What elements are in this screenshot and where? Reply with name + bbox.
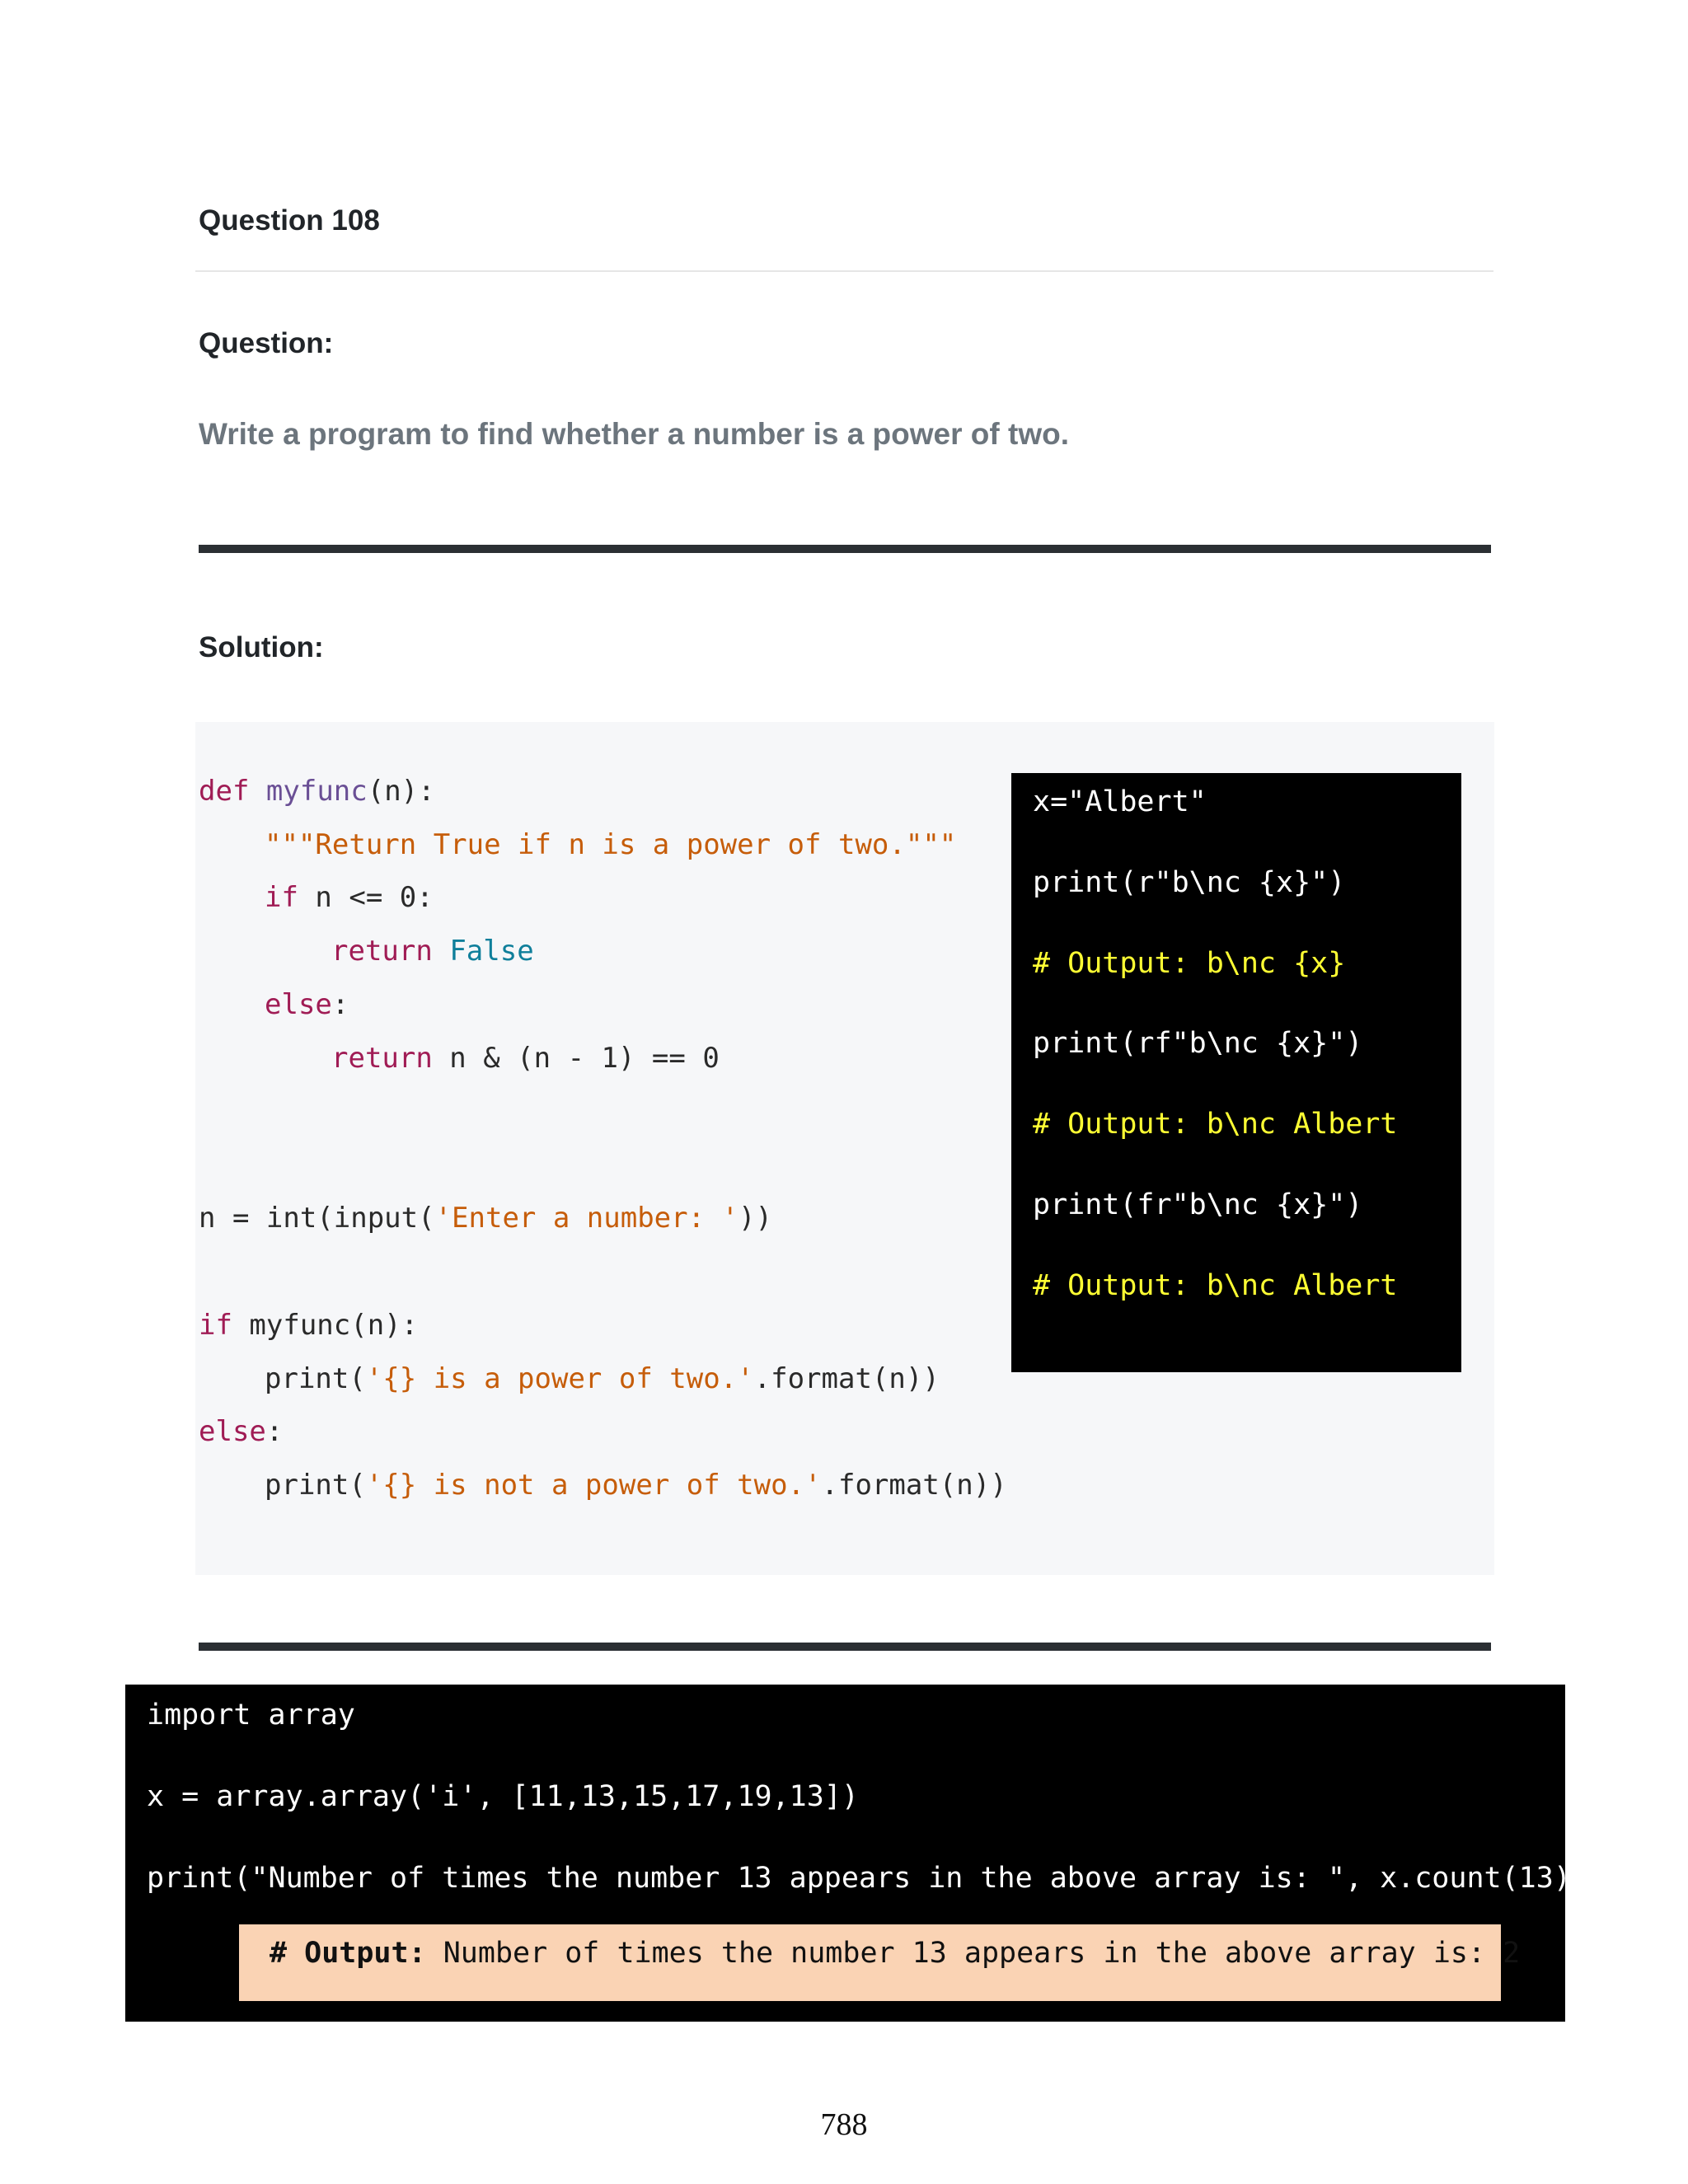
code-line-10: [199, 1415, 283, 1448]
code-token: else: [199, 1415, 266, 1448]
code-token: if: [265, 881, 298, 914]
question-text: Write a program to find whether a number is a power of two.: [199, 417, 1069, 451]
output-text: Number of times the number 13 appears in the above array is: 2: [425, 1937, 1521, 1970]
code-token: False: [449, 935, 534, 968]
code-token: )): [738, 1202, 772, 1235]
code-token: n <= 0:: [298, 881, 434, 914]
snippet-comment: # Output: b\nc {x}: [1033, 947, 1346, 980]
snippet-comment: # Output: b\nc Albert: [1033, 1108, 1398, 1141]
snippet-line: print(r"b\nc {x}"): [1033, 866, 1346, 899]
code-line-6: [331, 1042, 720, 1075]
code-line-9: [265, 1362, 940, 1395]
page-title: Question 108: [199, 204, 380, 237]
output-line: [270, 1937, 1520, 1970]
snippet-line: print("Number of times the number 13 appears in the above array is: ", x.count(13)): [147, 1862, 1588, 1895]
code-token: :: [331, 988, 349, 1021]
snippet-line: print(rf"b\nc {x}"): [1033, 1027, 1363, 1060]
question-label: Question:: [199, 327, 334, 359]
code-token: .format(n)): [753, 1362, 940, 1395]
output-label: # Output:: [270, 1937, 426, 1970]
code-token: '{} is not a power of two.': [365, 1469, 822, 1502]
code-token: .format(n)): [821, 1469, 1007, 1502]
code-token: return: [331, 1042, 433, 1075]
snippet-line: x = array.array('i', [11,13,15,17,19,13]): [147, 1780, 859, 1813]
section-divider-top: [199, 545, 1491, 553]
code-line-8: [199, 1309, 418, 1342]
page-number: 788: [820, 2107, 868, 2142]
code-token: else: [265, 988, 332, 1021]
snippet-comment: # Output: b\nc Albert: [1033, 1269, 1398, 1302]
code-line-4: [331, 935, 534, 968]
code-line-5: [265, 988, 349, 1021]
section-divider-bottom: [199, 1643, 1491, 1651]
code-token: n = int(input(: [199, 1202, 435, 1235]
code-token: print(: [265, 1469, 366, 1502]
code-token: '{} is a power of two.': [365, 1362, 754, 1395]
code-line-1: [199, 775, 435, 808]
code-token: n & (n - 1) == 0: [432, 1042, 720, 1075]
code-token: return: [331, 935, 433, 968]
solution-label: Solution:: [199, 631, 324, 663]
code-token: def: [199, 775, 250, 808]
snippet-line: x="Albert": [1033, 785, 1207, 818]
snippet-line: print(fr"b\nc {x}"): [1033, 1188, 1363, 1221]
title-divider: [195, 270, 1493, 272]
code-line-11: [265, 1469, 1007, 1502]
code-token: myfunc: [265, 775, 368, 808]
snippet-import: import array: [147, 1699, 355, 1732]
code-token: (n):: [367, 775, 435, 808]
code-token: print(: [265, 1362, 366, 1395]
code-line-3: [265, 881, 434, 914]
code-line-7: [199, 1202, 772, 1235]
code-token: :: [265, 1415, 284, 1448]
code-token: """Return True if n is a power of two.""": [265, 828, 957, 861]
code-token: 'Enter a number: ': [434, 1202, 739, 1235]
code-token: if: [199, 1309, 232, 1342]
code-line-2: [265, 828, 956, 861]
code-token: myfunc(n):: [232, 1309, 419, 1342]
